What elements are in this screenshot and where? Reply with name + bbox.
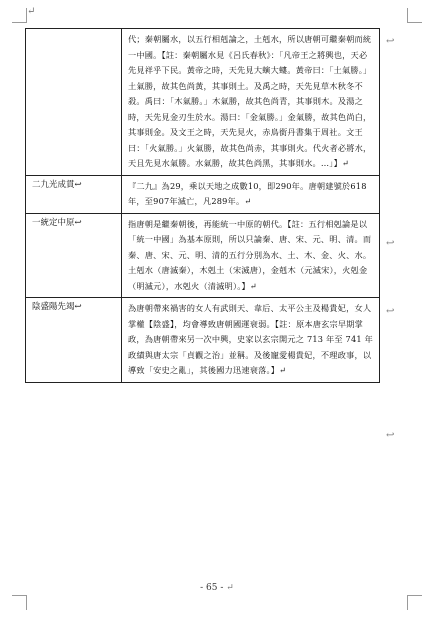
crop-mark-bottom-left xyxy=(12,595,27,610)
table-row xyxy=(26,213,380,298)
term-cell: 陰盛陽先竭↩ xyxy=(26,298,122,383)
description-cell: 『二九』為29，乘以天地之成數10，即290年。唐朝建號於618年，至907年滅亡，凡289年。↵ xyxy=(122,175,380,213)
row-end-mark: ↩ xyxy=(386,36,395,47)
term-cell xyxy=(26,29,122,176)
row-end-mark: ↩ xyxy=(386,430,395,441)
page-number: - 65 - xyxy=(200,583,224,593)
content-table xyxy=(25,28,380,383)
table-row xyxy=(26,175,380,213)
term-cell: 一統定中原↩ xyxy=(26,213,122,298)
row-end-mark: ↩ xyxy=(386,306,395,317)
row-end-mark: ↩ xyxy=(386,238,395,249)
corner-paragraph-mark: ↵ xyxy=(27,6,36,17)
description-cell: 為唐朝帶來禍害的女人有武則天、韋后、太平公主及楊貴妃，女人掌權【陰盛】，均會導致唐朝國運衰弱。【註：原本唐玄宗早期掌政，為唐朝帶來另一次中興，史家以玄宗開元之 713 年至 741 年政績與唐太宗「貞觀之治」並稱。及後寵愛楊貴妃，不理政事，以導致「安史之亂」，其後國力迅速衰落。】↵ xyxy=(122,298,380,383)
crop-mark-bottom-right xyxy=(407,595,422,610)
page-footer xyxy=(0,583,434,593)
crop-mark-top-left xyxy=(12,8,27,23)
table-row xyxy=(26,29,380,176)
table-row xyxy=(26,298,380,383)
description-cell: 代；秦朝屬水，以五行相剋論之，土剋水，所以唐朝可繼秦朝而統一中國。【註：秦朝屬水見《呂氏春秋》：「凡帝王之將興也，天必先見祥乎下民。黃帝之時，天先見大螾大螻。黃帝曰：「土氣勝。」土氣勝，故其色尚黃，其事則土。及禹之時，天先見草木秋冬不殺。禹曰：「木氣勝。」木氣勝，故其色尚青，其事則木。及湯之時，天先見金刃生於水。湯曰：「金氣勝。」金氣勝，故其色尚白，其事則金。及文王之時，天先見火，赤鳥銜丹書集于周社。文王曰：「火氣勝。」火氣勝，故其色尚赤，其事則火。代火者必將水，天且先見水氣勝。水氣勝，故其色尚黑，其事則水。…」】↵ xyxy=(122,29,380,176)
term-cell: 二九光成貫↩ xyxy=(26,175,122,213)
crop-mark-top-right xyxy=(407,8,422,23)
footer-paragraph-mark: ↵ xyxy=(226,583,234,593)
description-cell: 指唐朝是繼秦朝後，再能統一中原的朝代。【註：五行相剋論是以「統一中國」為基本原則，所以只論秦、唐、宋、元、明、清。而秦、唐、宋、元、明、清的五行分別為水、土、木、金、火、水。土剋水（唐滅秦），木剋土（宋滅唐），金剋木（元滅宋），火剋金（明滅元），水剋火（清滅明）。】↵ xyxy=(122,213,380,298)
